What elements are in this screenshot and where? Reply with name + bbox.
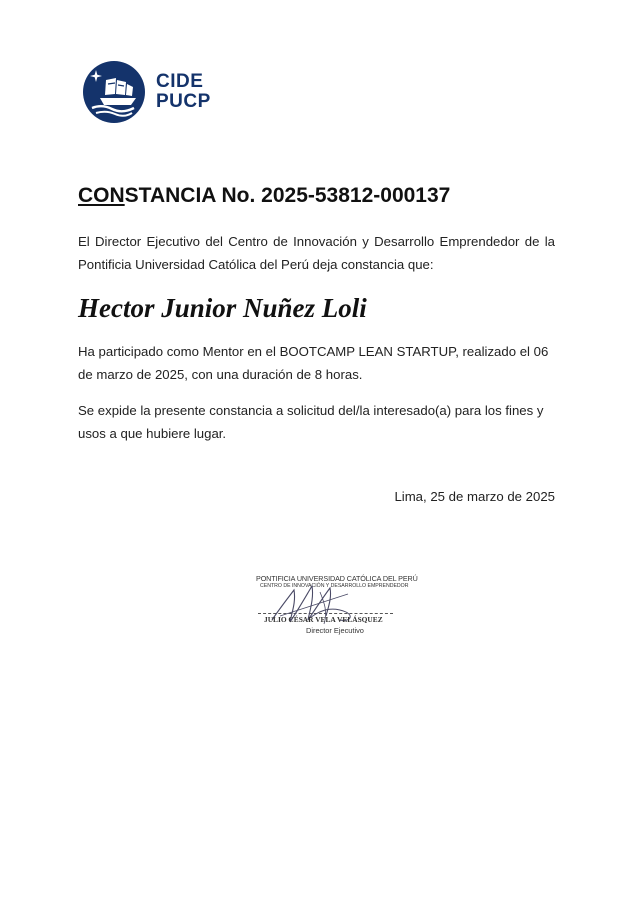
stamp-org-line-2: CENTRO DE INNOVACIÓN Y DESARROLLO EMPRENDEDOR bbox=[260, 583, 409, 589]
logo-line-1: CIDE bbox=[156, 71, 204, 92]
certificate-title bbox=[78, 184, 450, 208]
intro-paragraph: El Director Ejecutivo del Centro de Innovación y Desarrollo Emprendedor de la Pontificia Universidad Católica del Perú deja constancia que: bbox=[78, 234, 555, 272]
signature-stamp bbox=[250, 572, 418, 644]
stamp-org-line-1: PONTIFICIA UNIVERSIDAD CATÓLICA DEL PERÚ bbox=[256, 574, 418, 583]
place-and-date: Lima, 25 de marzo de 2025 bbox=[394, 489, 555, 504]
title-underlined-part: CON bbox=[78, 184, 125, 207]
recipient-name: Hector Junior Nuñez Loli bbox=[78, 293, 367, 323]
title-rest: STANCIA No. 2025-53812-000137 bbox=[124, 184, 451, 207]
issuance-paragraph: Se expide la presente constancia a solicitud del/la interesado(a) para los fines y usos a que hubiere lugar. bbox=[78, 403, 544, 441]
logo-line-2: PUCP bbox=[156, 91, 211, 112]
signer-role: Director Ejecutivo bbox=[306, 626, 364, 635]
signer-name: JULIO CÉSAR VELA VELÁSQUEZ bbox=[264, 615, 383, 624]
participation-paragraph: Ha participado como Mentor en el BOOTCAMP LEAN STARTUP, realizado el 06 de marzo de 2025, con una duración de 8 horas. bbox=[78, 344, 549, 382]
logo-wordmark bbox=[156, 72, 211, 112]
ship-logo-icon bbox=[82, 60, 146, 124]
cide-pucp-logo bbox=[82, 60, 211, 124]
